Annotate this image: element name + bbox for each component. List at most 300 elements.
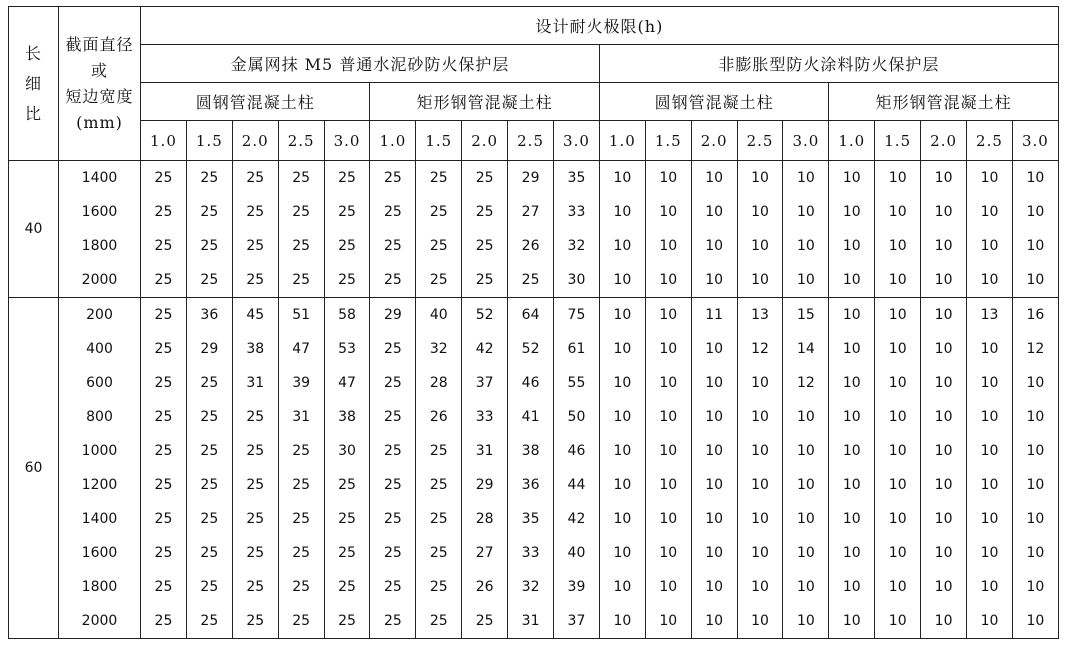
duration-header-cell: 2.5	[967, 121, 1013, 161]
thickness-cell: 38	[508, 434, 554, 468]
thickness-cell: 39	[554, 570, 600, 604]
thickness-cell: 10	[691, 229, 737, 263]
thickness-cell: 25	[186, 468, 232, 502]
thickness-cell: 10	[737, 400, 783, 434]
thickness-cell: 10	[829, 332, 875, 366]
thickness-cell: 25	[186, 536, 232, 570]
section-size-header: 截面直径 或 短边宽度 (mm)	[59, 7, 141, 161]
thickness-cell: 10	[967, 332, 1013, 366]
duration-header-cell: 3.0	[324, 121, 370, 161]
thickness-cell: 10	[875, 195, 921, 229]
thickness-cell: 25	[232, 468, 278, 502]
table-header	[9, 7, 1059, 161]
thickness-cell: 38	[232, 332, 278, 366]
thickness-cell: 25	[324, 229, 370, 263]
thickness-cell: 10	[967, 229, 1013, 263]
thickness-cell: 25	[416, 434, 462, 468]
thickness-cell: 10	[921, 604, 967, 639]
thickness-cell: 55	[554, 366, 600, 400]
thickness-cell: 10	[691, 195, 737, 229]
thickness-cell: 10	[691, 161, 737, 196]
thickness-cell: 25	[186, 604, 232, 639]
thickness-cell: 25	[370, 570, 416, 604]
thickness-cell: 25	[370, 332, 416, 366]
thickness-cell: 25	[232, 434, 278, 468]
table-row	[9, 536, 1059, 570]
thickness-cell: 25	[416, 229, 462, 263]
table-row	[9, 468, 1059, 502]
thickness-cell: 10	[599, 366, 645, 400]
thickness-cell: 32	[416, 332, 462, 366]
thickness-cell: 50	[554, 400, 600, 434]
thickness-cell: 10	[875, 502, 921, 536]
thickness-cell: 25	[462, 229, 508, 263]
thickness-cell: 41	[508, 400, 554, 434]
thickness-cell: 10	[691, 604, 737, 639]
thickness-cell: 25	[370, 366, 416, 400]
duration-header-row	[9, 121, 1059, 161]
thickness-cell: 25	[278, 434, 324, 468]
thickness-cell: 25	[324, 604, 370, 639]
thickness-cell: 10	[691, 434, 737, 468]
thickness-cell: 25	[324, 161, 370, 196]
thickness-cell: 25	[232, 263, 278, 298]
thickness-cell: 25	[141, 263, 187, 298]
thickness-cell: 10	[1012, 366, 1058, 400]
thickness-cell: 25	[324, 195, 370, 229]
thickness-cell: 10	[829, 161, 875, 196]
duration-header-cell: 1.5	[875, 121, 921, 161]
duration-header-cell: 2.5	[508, 121, 554, 161]
thickness-cell: 25	[416, 263, 462, 298]
duration-header-cell: 1.5	[645, 121, 691, 161]
thickness-cell: 45	[232, 298, 278, 333]
thickness-cell: 10	[783, 195, 829, 229]
thickness-cell: 10	[645, 263, 691, 298]
thickness-cell: 10	[921, 434, 967, 468]
thickness-cell: 29	[186, 332, 232, 366]
fire-protection-table	[8, 6, 1059, 639]
thickness-cell: 10	[829, 536, 875, 570]
thickness-cell: 10	[921, 502, 967, 536]
thickness-cell: 37	[554, 604, 600, 639]
thickness-cell: 10	[599, 468, 645, 502]
thickness-cell: 35	[554, 161, 600, 196]
thickness-cell: 31	[278, 400, 324, 434]
thickness-cell: 10	[645, 604, 691, 639]
duration-header-cell: 1.0	[370, 121, 416, 161]
thickness-cell: 10	[737, 536, 783, 570]
thickness-cell: 30	[554, 263, 600, 298]
thickness-cell: 25	[141, 570, 187, 604]
thickness-cell: 10	[691, 468, 737, 502]
thickness-cell: 25	[324, 502, 370, 536]
thickness-cell: 10	[967, 604, 1013, 639]
table-row	[9, 502, 1059, 536]
thickness-cell: 10	[921, 366, 967, 400]
thickness-cell: 10	[1012, 229, 1058, 263]
thickness-cell: 10	[691, 332, 737, 366]
thickness-cell: 25	[324, 570, 370, 604]
section-size-cell: 1600	[59, 536, 141, 570]
thickness-cell: 25	[141, 229, 187, 263]
column-type-rectangular-coating: 矩形钢管混凝土柱	[829, 83, 1059, 121]
duration-header-cell: 1.5	[186, 121, 232, 161]
thickness-cell: 10	[921, 195, 967, 229]
table-row	[9, 263, 1059, 298]
thickness-cell: 25	[416, 161, 462, 196]
thickness-cell: 10	[645, 536, 691, 570]
thickness-cell: 29	[462, 468, 508, 502]
thickness-cell: 10	[645, 400, 691, 434]
thickness-cell: 25	[186, 366, 232, 400]
section-size-cell: 200	[59, 298, 141, 333]
thickness-cell: 10	[645, 298, 691, 333]
thickness-cell: 25	[141, 468, 187, 502]
thickness-cell: 25	[278, 263, 324, 298]
protection-type-coating: 非膨胀型防火涂料防火保护层	[599, 45, 1058, 83]
thickness-cell: 25	[324, 536, 370, 570]
thickness-cell: 10	[1012, 434, 1058, 468]
thickness-cell: 10	[1012, 502, 1058, 536]
thickness-cell: 12	[783, 366, 829, 400]
thickness-cell: 25	[232, 229, 278, 263]
thickness-cell: 10	[921, 161, 967, 196]
thickness-cell: 10	[1012, 604, 1058, 639]
fire-protection-table-container	[8, 6, 1059, 639]
section-size-cell: 1400	[59, 161, 141, 196]
thickness-cell: 14	[783, 332, 829, 366]
duration-header-cell: 2.0	[921, 121, 967, 161]
thickness-cell: 28	[416, 366, 462, 400]
thickness-cell: 25	[186, 570, 232, 604]
duration-header-cell: 2.0	[462, 121, 508, 161]
thickness-cell: 10	[829, 195, 875, 229]
thickness-cell: 25	[278, 468, 324, 502]
thickness-cell: 10	[645, 195, 691, 229]
thickness-cell: 10	[967, 570, 1013, 604]
thickness-cell: 10	[1012, 161, 1058, 196]
thickness-cell: 10	[875, 536, 921, 570]
table-row	[9, 229, 1059, 263]
thickness-cell: 58	[324, 298, 370, 333]
thickness-cell: 10	[921, 400, 967, 434]
thickness-cell: 32	[554, 229, 600, 263]
thickness-cell: 10	[645, 161, 691, 196]
thickness-cell: 10	[1012, 195, 1058, 229]
thickness-cell: 47	[278, 332, 324, 366]
thickness-cell: 10	[829, 502, 875, 536]
thickness-cell: 25	[370, 536, 416, 570]
thickness-cell: 25	[141, 502, 187, 536]
duration-header-cell: 2.0	[691, 121, 737, 161]
thickness-cell: 10	[875, 332, 921, 366]
thickness-cell: 10	[829, 434, 875, 468]
thickness-cell: 10	[921, 332, 967, 366]
thickness-cell: 64	[508, 298, 554, 333]
thickness-cell: 53	[324, 332, 370, 366]
thickness-cell: 33	[554, 195, 600, 229]
thickness-cell: 32	[508, 570, 554, 604]
thickness-cell: 25	[416, 536, 462, 570]
thickness-cell: 10	[691, 366, 737, 400]
thickness-cell: 38	[324, 400, 370, 434]
duration-header-cell: 1.0	[599, 121, 645, 161]
thickness-cell: 10	[599, 332, 645, 366]
thickness-cell: 46	[554, 434, 600, 468]
table-row	[9, 332, 1059, 366]
table-row	[9, 400, 1059, 434]
thickness-cell: 26	[462, 570, 508, 604]
thickness-cell: 31	[232, 366, 278, 400]
thickness-cell: 10	[599, 604, 645, 639]
thickness-cell: 25	[141, 434, 187, 468]
thickness-cell: 25	[141, 604, 187, 639]
thickness-cell: 10	[783, 434, 829, 468]
thickness-cell: 10	[737, 161, 783, 196]
section-size-cell: 1400	[59, 502, 141, 536]
thickness-cell: 35	[508, 502, 554, 536]
thickness-cell: 12	[737, 332, 783, 366]
thickness-cell: 28	[462, 502, 508, 536]
thickness-cell: 40	[554, 536, 600, 570]
thickness-cell: 25	[324, 263, 370, 298]
thickness-cell: 25	[370, 161, 416, 196]
thickness-cell: 10	[737, 468, 783, 502]
thickness-cell: 10	[829, 229, 875, 263]
thickness-cell: 42	[462, 332, 508, 366]
thickness-cell: 40	[416, 298, 462, 333]
thickness-cell: 10	[783, 263, 829, 298]
thickness-cell: 10	[967, 400, 1013, 434]
thickness-cell: 10	[599, 502, 645, 536]
table-row	[9, 161, 1059, 196]
thickness-cell: 10	[921, 298, 967, 333]
thickness-cell: 10	[1012, 536, 1058, 570]
thickness-cell: 10	[875, 298, 921, 333]
thickness-cell: 16	[1012, 298, 1058, 333]
thickness-cell: 31	[462, 434, 508, 468]
thickness-cell: 25	[278, 536, 324, 570]
thickness-cell: 15	[783, 298, 829, 333]
thickness-cell: 10	[737, 263, 783, 298]
thickness-cell: 25	[370, 434, 416, 468]
thickness-cell: 10	[1012, 263, 1058, 298]
thickness-cell: 10	[599, 195, 645, 229]
thickness-cell: 10	[875, 400, 921, 434]
thickness-cell: 10	[645, 229, 691, 263]
duration-header-cell: 1.5	[416, 121, 462, 161]
thickness-cell: 25	[186, 263, 232, 298]
thickness-cell: 10	[599, 536, 645, 570]
thickness-cell: 10	[875, 604, 921, 639]
section-size-cell: 1200	[59, 468, 141, 502]
thickness-cell: 10	[921, 263, 967, 298]
thickness-cell: 11	[691, 298, 737, 333]
thickness-cell: 44	[554, 468, 600, 502]
duration-header-cell: 3.0	[783, 121, 829, 161]
table-row	[9, 604, 1059, 639]
thickness-cell: 37	[462, 366, 508, 400]
thickness-cell: 25	[232, 604, 278, 639]
section-size-cell: 1800	[59, 229, 141, 263]
thickness-cell: 27	[508, 195, 554, 229]
table-row	[9, 195, 1059, 229]
thickness-cell: 10	[599, 263, 645, 298]
thickness-cell: 10	[829, 570, 875, 604]
thickness-cell: 52	[462, 298, 508, 333]
thickness-cell: 10	[875, 161, 921, 196]
thickness-cell: 25	[462, 604, 508, 639]
thickness-cell: 10	[967, 263, 1013, 298]
thickness-cell: 10	[691, 502, 737, 536]
thickness-cell: 26	[416, 400, 462, 434]
thickness-cell: 10	[645, 502, 691, 536]
thickness-cell: 25	[232, 195, 278, 229]
section-size-cell: 2000	[59, 263, 141, 298]
column-type-rectangular-mortar: 矩形钢管混凝土柱	[370, 83, 599, 121]
thickness-cell: 25	[186, 434, 232, 468]
thickness-cell: 10	[691, 536, 737, 570]
thickness-cell: 25	[186, 502, 232, 536]
section-size-cell: 1800	[59, 570, 141, 604]
thickness-cell: 25	[232, 536, 278, 570]
thickness-cell: 10	[967, 161, 1013, 196]
thickness-cell: 25	[416, 468, 462, 502]
thickness-cell: 33	[508, 536, 554, 570]
thickness-cell: 25	[278, 195, 324, 229]
thickness-cell: 10	[783, 536, 829, 570]
thickness-cell: 25	[508, 263, 554, 298]
thickness-cell: 10	[599, 434, 645, 468]
thickness-cell: 10	[737, 366, 783, 400]
duration-header-cell: 1.0	[829, 121, 875, 161]
thickness-cell: 10	[645, 366, 691, 400]
thickness-cell: 39	[278, 366, 324, 400]
thickness-cell: 27	[462, 536, 508, 570]
thickness-cell: 10	[829, 400, 875, 434]
thickness-cell: 25	[278, 161, 324, 196]
thickness-cell: 25	[141, 536, 187, 570]
thickness-cell: 25	[370, 502, 416, 536]
duration-header-cell: 2.5	[737, 121, 783, 161]
thickness-cell: 13	[967, 298, 1013, 333]
thickness-cell: 46	[508, 366, 554, 400]
thickness-cell: 10	[691, 400, 737, 434]
thickness-cell: 10	[829, 366, 875, 400]
thickness-cell: 25	[370, 263, 416, 298]
thickness-cell: 25	[232, 570, 278, 604]
thickness-cell: 10	[783, 502, 829, 536]
thickness-cell: 10	[599, 161, 645, 196]
thickness-cell: 25	[141, 195, 187, 229]
thickness-cell: 25	[416, 195, 462, 229]
thickness-cell: 25	[416, 502, 462, 536]
thickness-cell: 10	[645, 332, 691, 366]
thickness-cell: 25	[462, 195, 508, 229]
thickness-cell: 10	[967, 434, 1013, 468]
thickness-cell: 25	[370, 468, 416, 502]
thickness-cell: 10	[645, 570, 691, 604]
thickness-cell: 25	[141, 161, 187, 196]
thickness-cell: 25	[141, 332, 187, 366]
thickness-cell: 10	[737, 604, 783, 639]
section-size-cell: 1000	[59, 434, 141, 468]
table-row	[9, 366, 1059, 400]
thickness-cell: 25	[370, 400, 416, 434]
thickness-cell: 33	[462, 400, 508, 434]
thickness-cell: 10	[921, 570, 967, 604]
thickness-cell: 25	[186, 400, 232, 434]
thickness-cell: 10	[967, 366, 1013, 400]
thickness-cell: 26	[508, 229, 554, 263]
thickness-cell: 10	[691, 570, 737, 604]
thickness-cell: 61	[554, 332, 600, 366]
thickness-cell: 25	[370, 604, 416, 639]
thickness-cell: 10	[875, 570, 921, 604]
thickness-cell: 10	[967, 195, 1013, 229]
thickness-cell: 25	[416, 570, 462, 604]
thickness-cell: 25	[278, 570, 324, 604]
thickness-cell: 10	[737, 502, 783, 536]
thickness-cell: 25	[141, 298, 187, 333]
thickness-cell: 10	[829, 263, 875, 298]
thickness-cell: 10	[921, 536, 967, 570]
thickness-cell: 12	[1012, 332, 1058, 366]
section-size-cell: 1600	[59, 195, 141, 229]
thickness-cell: 10	[921, 229, 967, 263]
thickness-cell: 52	[508, 332, 554, 366]
table-body	[9, 161, 1059, 639]
thickness-cell: 25	[232, 161, 278, 196]
duration-header-cell: 2.5	[278, 121, 324, 161]
thickness-cell: 25	[370, 229, 416, 263]
section-size-cell: 2000	[59, 604, 141, 639]
thickness-cell: 25	[232, 502, 278, 536]
thickness-cell: 10	[875, 434, 921, 468]
thickness-cell: 10	[783, 161, 829, 196]
thickness-cell: 10	[829, 298, 875, 333]
thickness-cell: 25	[141, 366, 187, 400]
thickness-cell: 10	[829, 468, 875, 502]
thickness-cell: 10	[783, 400, 829, 434]
thickness-cell: 29	[508, 161, 554, 196]
thickness-cell: 25	[186, 229, 232, 263]
thickness-cell: 36	[508, 468, 554, 502]
thickness-cell: 47	[324, 366, 370, 400]
thickness-cell: 10	[875, 366, 921, 400]
thickness-cell: 10	[737, 570, 783, 604]
thickness-cell: 10	[599, 229, 645, 263]
thickness-cell: 10	[829, 604, 875, 639]
thickness-cell: 29	[370, 298, 416, 333]
column-type-circular-mortar: 圆钢管混凝土柱	[141, 83, 370, 121]
table-row	[9, 570, 1059, 604]
thickness-cell: 10	[1012, 400, 1058, 434]
section-size-cell: 600	[59, 366, 141, 400]
thickness-cell: 51	[278, 298, 324, 333]
protection-type-mortar: 金属网抹 M5 普通水泥砂防火保护层	[141, 45, 600, 83]
thickness-cell: 10	[1012, 570, 1058, 604]
thickness-cell: 10	[645, 434, 691, 468]
thickness-cell: 10	[875, 468, 921, 502]
thickness-cell: 10	[1012, 468, 1058, 502]
slenderness-cell: 40	[9, 161, 59, 298]
thickness-cell: 25	[278, 604, 324, 639]
thickness-cell: 10	[783, 570, 829, 604]
thickness-cell: 10	[599, 298, 645, 333]
thickness-cell: 25	[141, 400, 187, 434]
